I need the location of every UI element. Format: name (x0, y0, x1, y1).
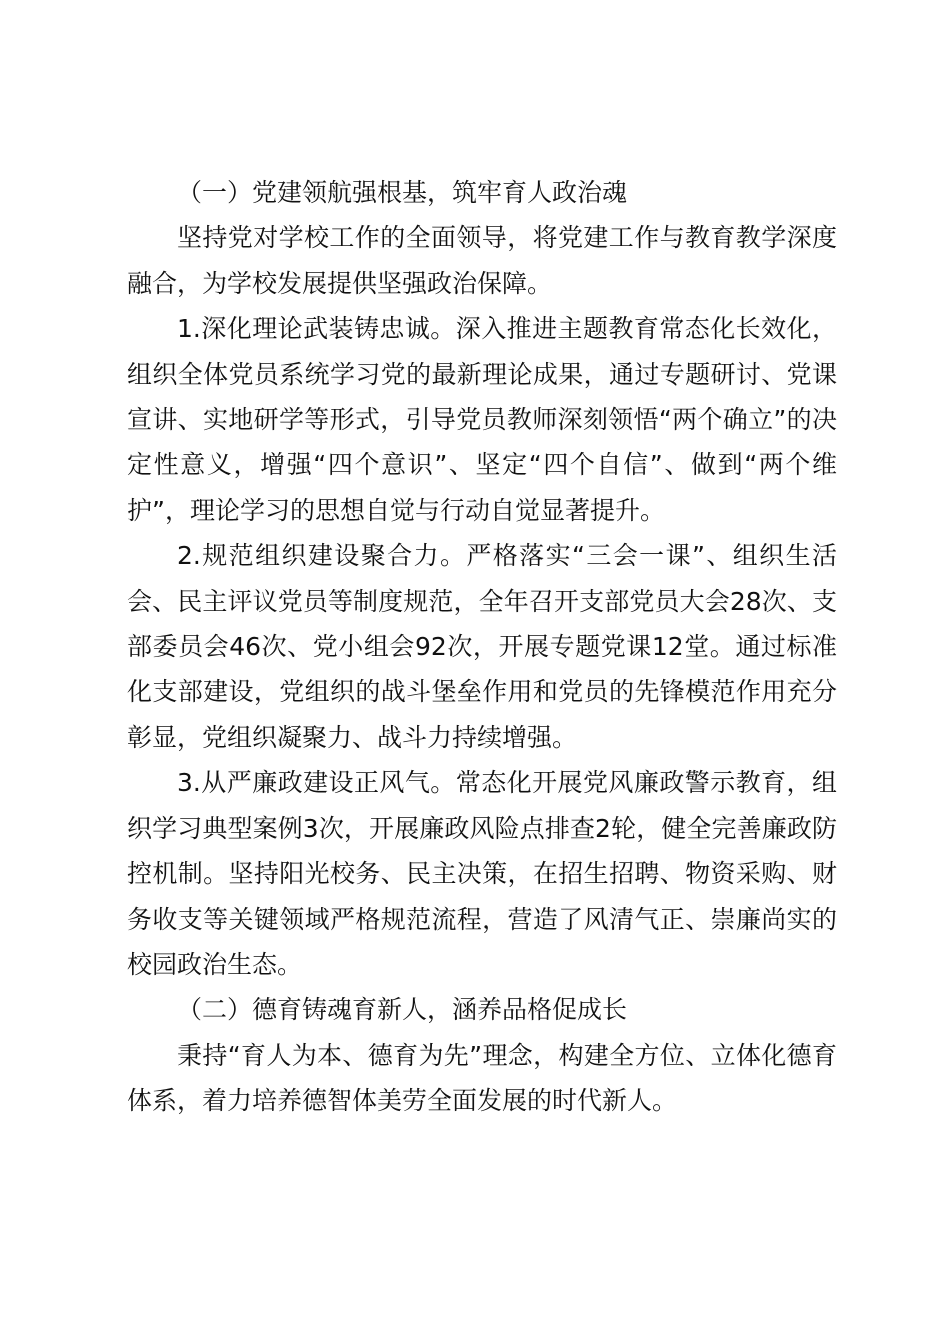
paragraph-intro-party-building: 坚持党对学校工作的全面领导，将党建工作与教育教学深度融合，为学校发展提供坚强政治保障。 (127, 223, 837, 298)
paragraph-theory-study: 1.深化理论武装铸忠诚。深入推进主题教育常态化长效化，组织全体党员系统学习党的最新理论成果，通过专题研讨、党课宣讲、实地研学等形式，引导党员教师深刻领悟“两个确立”的决定性意义，增强“四个意识”、坚定“四个自信”、做到“两个维护”，理论学习的思想自觉与行动自觉显著提升。 (127, 314, 837, 525)
paragraph-organization-building: 2.规范组织建设聚合力。严格落实“三会一课”、组织生活会、民主评议党员等制度规范，全年召开支部党员大会28次、支部委员会46次、党小组会92次，开展专题党课12堂。通过标准化支部建设，党组织的战斗堡垒作用和党员的先锋模范作用充分彰显，党组织凝聚力、战斗力持续增强。 (127, 541, 837, 752)
paragraph-integrity-building: 3.从严廉政建设正风气。常态化开展党风廉政警示教育，组织学习典型案例3次，开展廉政风险点排查2轮，健全完善廉政防控机制。坚持阳光校务、民主决策，在招生招聘、物资采购、财务收支等关键领域严格规范流程，营造了风清气正、崇廉尚实的校园政治生态。 (127, 768, 837, 979)
paragraph-intro-moral-education: 秉持“育人为本、德育为先”理念，构建全方位、立体化德育体系，着力培养德智体美劳全面发展的时代新人。 (127, 1040, 837, 1116)
section-heading-party-building: （一）党建领航强根基，筑牢育人政治魂 (177, 178, 628, 207)
document-body (127, 170, 837, 1124)
section-heading-moral-education: （二）德育铸魂育新人，涵养品格促成长 (177, 995, 628, 1025)
